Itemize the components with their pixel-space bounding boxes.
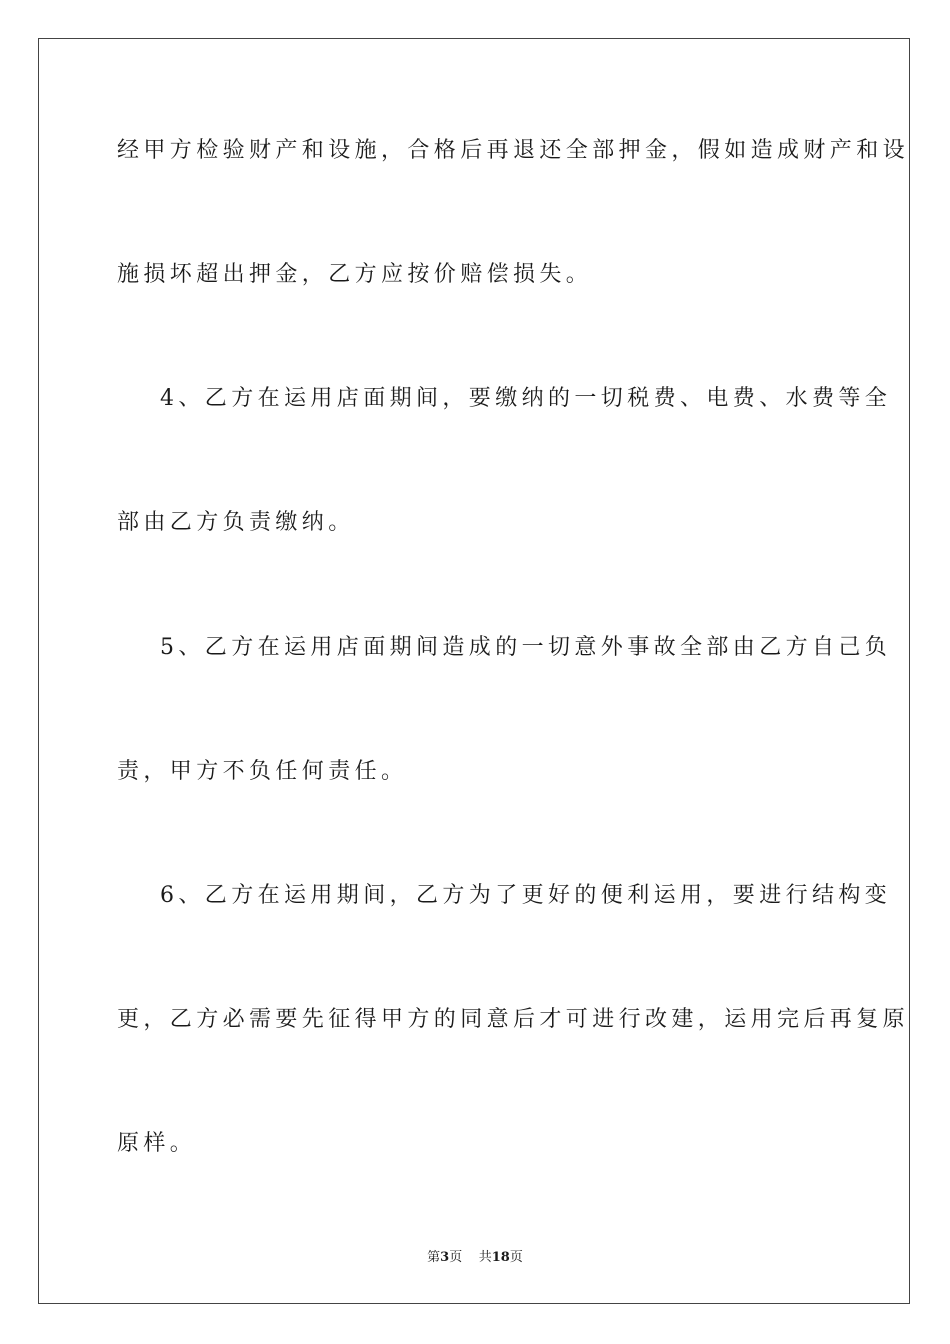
paragraph-line: 6、乙方在运用期间，乙方为了更好的便利运用，要进行结构变 bbox=[160, 883, 892, 908]
paragraph-line: 更，乙方必需要先征得甲方的同意后才可进行改建，运用完后再复原 bbox=[117, 1007, 910, 1032]
page-prefix: 第 bbox=[427, 1250, 441, 1265]
paragraph-line: 经甲方检验财产和设施，合格后再退还全部押金，假如造成财产和设 bbox=[117, 138, 910, 163]
page-number: 3 bbox=[440, 1250, 450, 1265]
page-footer bbox=[0, 1246, 950, 1265]
paragraph-line: 责，甲方不负任何责任。 bbox=[117, 759, 408, 784]
total-suffix: 页 bbox=[509, 1250, 523, 1265]
paragraph-line: 部由乙方负责缴纳。 bbox=[117, 510, 355, 535]
total-pages: 18 bbox=[491, 1250, 510, 1265]
paragraph-line: 施损坏超出押金，乙方应按价赔偿损失。 bbox=[117, 262, 593, 287]
total-prefix: 共 bbox=[478, 1250, 492, 1265]
page-frame bbox=[38, 38, 910, 1304]
paragraph-line: 原样。 bbox=[117, 1131, 197, 1156]
page-suffix: 页 bbox=[449, 1250, 463, 1265]
paragraph-line: 4、乙方在运用店面期间，要缴纳的一切税费、电费、水费等全 bbox=[160, 386, 892, 411]
paragraph-line: 5、乙方在运用店面期间造成的一切意外事故全部由乙方自己负 bbox=[160, 635, 892, 660]
